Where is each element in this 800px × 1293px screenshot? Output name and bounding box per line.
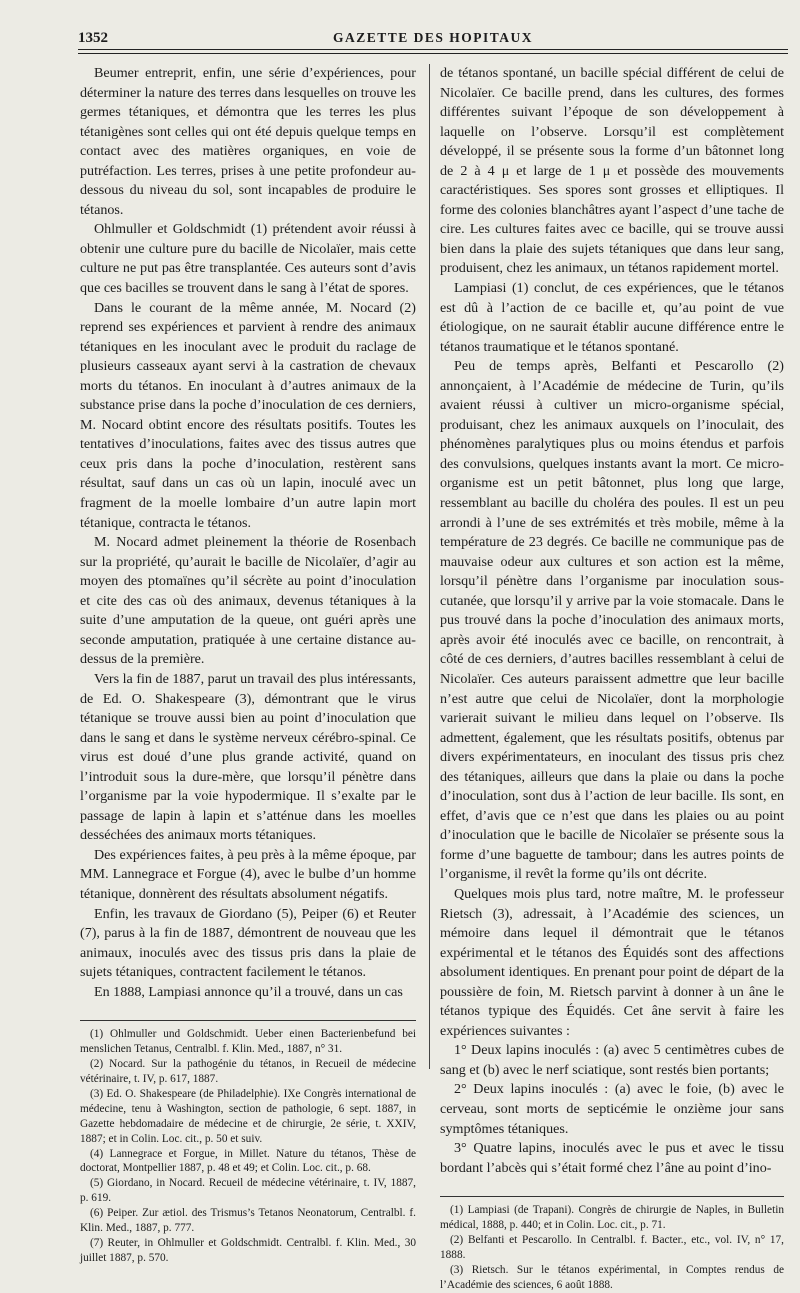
footnote: (1) Lampiasi (de Trapani). Congrès de chirurgie de Naples, in Bulletin médical, 1888, p. 440; et in Colin. Loc. cit., p. 71. <box>440 1204 784 1232</box>
paragraph: Peu de temps après, Belfanti et Pescarollo (2) annonçaient, à l’Académie de médecine de Turin, qu’ils avaient réussi à cultiver un micro-organisme spécial, produisant, chez les animaux auxquels on l’inoculait, des phénomènes paralytiques plus ou moins étendus et parfois des convulsions, quelques instants avant la mort. Ce micro-organisme est un petit bâtonnet, plus long que large, ressemblant au bacille du choléra des poules. Il est un peu arrondi à l’une de ses extrémités et très mobile, même à la température de 23 degrés. Ce bacille ne communique pas de mauvaise odeur aux cultures et son action est la même, lorsqu’il pénètre dans l’organisme par inoculation sous-cutanée, que lorsqu’il y arrive par la voie stomacale. Dans le pus trouvé dans la poche d’inoculation des animaux morts, après avoir été inoculés avec ce bacille, on rencontrait, à côté de ces derniers, d’autres bacilles ressemblant à celui de Nicolaïer. Ces auteurs paraissent admettre que leur bacille n’est autre que celui de Nicolaïer, dont la morphologie varierait suivant le milieu dans lequel on l’observe. Ils admettent, également, que les résultats positifs, obtenus par divers expérimentateurs, en inoculant des tissus pris chez des tétaniques, ailleurs que dans la plaie ou dans la poche d’inoculation, sont dus à l’action de leur bacille. Ils sont, en effet, d’avis que ce n’est que dans les plaies ou au point d’inoculation que le bacille de Nicolaïer se présente sous la forme d’une baguette de tambour; dans les autres points de l’organisme, il revêt la forme qu’ils ont décrite. <box>440 358 784 883</box>
paragraph: 1° Deux lapins inoculés : (a) avec 5 centimètres cubes de sang et (b) avec le nerf sciatique, sont restés bien portants; <box>440 1042 784 1078</box>
paragraph: 2° Deux lapins inoculés : (a) avec le foie, (b) avec le cerveau, sont morts de septicémie le onzième jour sans symptômes tétaniques. <box>440 1081 784 1137</box>
paragraph: Des expériences faites, à peu près à la même époque, par MM. Lannegrace et Forgue (4), avec le bulbe d’un homme tétanique, donnèrent des résultats absolument négatifs. <box>80 846 416 902</box>
footnote: (3) Rietsch. Sur le tétanos expérimental, in Comptes rendus de l’Académie des sciences, 6 août 1888. <box>440 1263 784 1291</box>
page-header <box>78 30 788 50</box>
left-column <box>80 64 416 1266</box>
journal-title: GAZETTE DES HOPITAUX <box>332 30 534 45</box>
footnote: (7) Reuter, in Ohlmuller et Goldschmidt. Centralbl. f. Klin. Med., 30 juillet 1887, p. 570. <box>80 1236 416 1264</box>
right-column <box>440 64 784 1293</box>
paragraph: Dans le courant de la même année, M. Nocard (2) reprend ses expériences et parvient à rendre des animaux tétaniques en les inoculant avec le produit du raclage de plusieurs casseaux ayant servi à la castration de chevaux morts du tétanos. En inoculant à d’autres animaux de la substance prise dans la poche d’inoculation de ces derniers, M. Nocard obtint encore des résultats positifs. Toutes les tentatives d’inoculations, faites avec des tissus autres que ceux pris dans la poche d’inoculation, restèrent sans résultat, sauf dans un cas où un lapin, inoculé avec un fragment de la moelle lombaire d’un autre lapin mort tétanique, contracta le tétanos. <box>80 299 416 531</box>
paragraph: Vers la fin de 1887, parut un travail des plus intéressants, de Ed. O. Shakespeare (3), démontrant que le virus tétanique se trouve aussi bien au point d’inoculation que dans le sang et dans le système nerveux cérébro-spinal. Ce virus est doué d’une plus grande activité, quand on l’introduit sous la dure-mère, que lorsqu’il pénètre dans l’organisme par la voie hypodermique. Il s’exalte par le passage de lapin à lapin et s’atténue dans les moelles desséchées des animaux morts tétaniques. <box>80 670 416 844</box>
paragraph: Beumer entreprit, enfin, une série d’expériences, pour déterminer la nature des terres dans lesquelles on trouve les germes tétaniques, et démontra que les terres les plus tétanigènes sont celles qui ont été depuis quelque temps en contact avec des matières organiques, en voie de putréfaction. Les terres, prises à une petite profondeur au-dessous du niveau du sol, sont incapables de produire le tétanos. <box>80 65 416 218</box>
footnote: (5) Giordano, in Nocard. Recueil de médecine vétérinaire, t. IV, 1887, p. 619. <box>80 1177 416 1205</box>
header-rule <box>78 49 788 50</box>
paragraph: 3° Quatre lapins, inoculés avec le pus et avec le tissu bordant l’abcès qui s’était formé chez l’âne au point d’ino- <box>440 1140 784 1176</box>
column-divider <box>429 64 430 1069</box>
paragraph: Ohlmuller et Goldschmidt (1) prétendent avoir réussi à obtenir une culture pure du bacille de Nicolaïer, mais cette culture ne put pas être transplantée. Ces auteurs sont d’avis que ces bacilles se trouvent dans le sang à l’état de spores. <box>80 221 416 297</box>
header-rule-thin <box>78 53 788 54</box>
paragraph: Enfin, les travaux de Giordano (5), Peiper (6) et Reuter (7), parus à la fin de 1887, démontrent de nouveau que les animaux, inoculés avec des tissus pris dans la plaie de sujets tétaniques, contractent facilement le tétanos. <box>80 905 416 981</box>
paragraph: Lampiasi (1) conclut, de ces expériences, que le tétanos est dû à l’action de ce bacille et, qu’au point de vue étiologique, on ne saurait établir aucune différence entre le tétanos traumatique et le tétanos spontané. <box>440 280 784 355</box>
footnote: (2) Nocard. Sur la pathogénie du tétanos, in Recueil de médecine vétérinaire, t. IV, p. 617, 1887. <box>80 1058 416 1085</box>
paragraph: Quelques mois plus tard, notre maître, M. le professeur Rietsch (3), adressait, à l’Académie des sciences, un mémoire dans lequel il démontrait que le tétanos expérimental et le tétanos des Équidés sont des affections absolument identiques. En prenant pour point de départ de la poussière de foin, M. Rietsch parvint à donner à un âne le tétanos typique des Équidés. Cet âne servit à faire les expériences suivantes : <box>440 885 784 1039</box>
footnote: (2) Belfanti et Pescarollo. In Centralbl. f. Bacter., etc., vol. IV, n° 17, 1888. <box>440 1233 784 1261</box>
page-number: 1352 <box>78 30 108 46</box>
footnote: (1) Ohlmuller und Goldschmidt. Ueber einen Bacterienbefund bei menslichen Tetanus, Centralbl. f. Klin. Med., 1887, n° 31. <box>80 1028 416 1056</box>
footnote: (6) Peiper. Zur ætiol. des Trismus’s Tetanos Neonatorum, Centralbl. f. Klin. Med., 1887, p. 777. <box>80 1207 416 1235</box>
footnote: (3) Ed. O. Shakespeare (de Philadelphie). IXe Congrès international de médecine, tenu à Washington, section de pathologie, 6 sept. 1887, in Gazette hebdomadaire de médecine et de chirurgie, 2e série, t. XXIV, 1887; et in Colin. Loc. cit., p. 50 et suiv. <box>80 1087 416 1145</box>
paragraph: de tétanos spontané, un bacille spécial différent de celui de Nicolaïer. Ce bacille prend, dans les cultures, des formes différentes suivant l’époque de son développement à laquelle on l’observe. Lorsqu’il est complètement développé, il se présente sous la forme d’un bâtonnet long de 2 à 4 μ et large de 1 μ et possède des mouvements caractéristiques. Ses spores sont grosses et elliptiques. Il forme des colonies blanchâtres ayant l’aspect d’une tache de cire. Les cultures faites avec ce bacille, qui se trouve aussi bien dans la plaie des sujets tétaniques que dans leur sang, produisent, chez les animaux, un tétanos rapidement mortel. <box>440 65 784 277</box>
paragraph: M. Nocard admet pleinement la théorie de Rosenbach sur la propriété, qu’aurait le bacille de Nicolaïer, d’agir au moyen des ptomaïnes qu’il sécrète au point d’inoculation et cite des cas où des animaux, devenus tétaniques à la suite d’une amputation de la queue, ont guéri après une seconde amputation, pratiquée à une certaine distance au-dessus de la première. <box>80 534 416 668</box>
paragraph: En 1888, Lampiasi annonce qu’il a trouvé, dans un cas <box>94 983 403 1000</box>
footnote: (4) Lannegrace et Forgue, in Millet. Nature du tétanos, Thèse de doctorat, Montpellier 1887, p. 48 et 49; et Colin. Loc. cit., p. 68. <box>80 1147 416 1175</box>
footnote-divider <box>80 1020 416 1021</box>
footnote-divider <box>440 1196 784 1197</box>
